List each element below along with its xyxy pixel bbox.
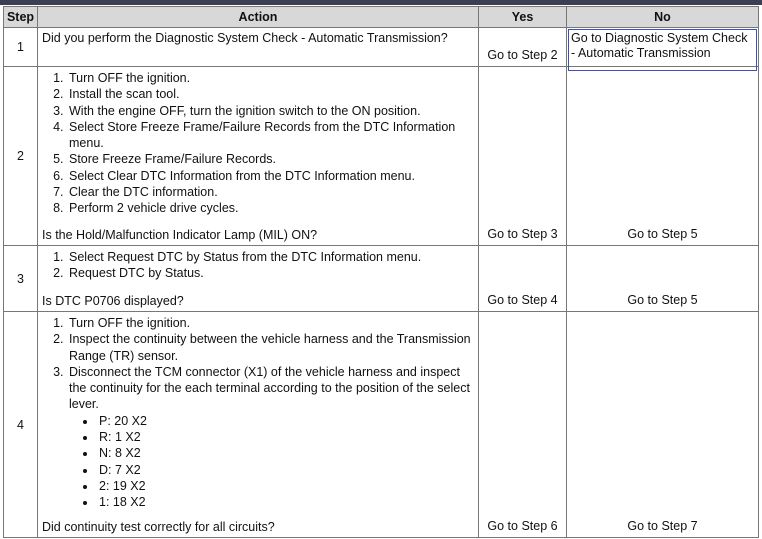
list-item: 1. Turn OFF the ignition. (67, 70, 474, 86)
action-cell (38, 28, 479, 67)
yes-cell (479, 312, 567, 538)
yes-cell (479, 67, 567, 246)
list-item: 3. With the engine OFF, turn the ignition switch to the ON position. (67, 103, 474, 119)
step-number: 1 (4, 28, 38, 67)
no-cell (567, 246, 759, 312)
procedure-list (42, 249, 474, 282)
step-number: 2 (4, 67, 38, 246)
table-row-step-2 (4, 67, 759, 246)
yes-cell (479, 246, 567, 312)
table-row-step-3 (4, 246, 759, 312)
terminal-list (69, 413, 474, 511)
yes-link[interactable]: Go to Step 4 (487, 293, 558, 307)
list-item: 2. Install the scan tool. (67, 86, 474, 102)
list-item: 7. Clear the DTC information. (67, 184, 474, 200)
step-question: Is DTC P0706 displayed? (42, 294, 184, 308)
procedure-list (42, 315, 474, 511)
action-cell (38, 246, 479, 312)
header-step: Step (4, 7, 38, 28)
header-action: Action (38, 7, 479, 28)
table-row-step-1 (4, 28, 759, 67)
list-item-text: Disconnect the TCM connector (X1) of the vehicle harness and inspect the continuity for the each terminal according to the position of the select lever. (69, 364, 470, 412)
no-link[interactable]: Go to Step 5 (627, 293, 698, 307)
top-border-bar (0, 0, 762, 5)
table-row-step-4 (4, 312, 759, 538)
list-item: 2. Request DTC by Status. (67, 265, 474, 281)
terminal-item: • R: 1 X2 (97, 429, 474, 445)
action-cell (38, 312, 479, 538)
action-cell (38, 67, 479, 246)
terminal-item: • N: 8 X2 (97, 445, 474, 461)
yes-link[interactable]: Go to Step 6 (487, 519, 558, 533)
step-question: Did you perform the Diagnostic System Check - Automatic Transmission? (42, 31, 448, 45)
terminal-item: • 1: 18 X2 (97, 494, 474, 510)
no-link[interactable]: Go to Diagnostic System Check - Automatic Transmission (569, 30, 756, 70)
step-question: Is the Hold/Malfunction Indicator Lamp (MIL) ON? (42, 228, 318, 242)
procedure-list (42, 70, 474, 217)
step-number: 3 (4, 246, 38, 312)
no-link[interactable]: Go to Step 5 (627, 227, 698, 241)
no-cell (567, 28, 759, 67)
header-row (4, 7, 759, 28)
list-item: 4. Select Store Freeze Frame/Failure Records from the DTC Information menu. (67, 119, 474, 152)
terminal-item: • D: 7 X2 (97, 462, 474, 478)
step-question: Did continuity test correctly for all circuits? (42, 520, 275, 534)
header-no: No (567, 7, 759, 28)
yes-cell (479, 28, 567, 67)
terminal-item: • P: 20 X2 (97, 413, 474, 429)
yes-link[interactable]: Go to Step 3 (487, 227, 558, 241)
no-link[interactable]: Go to Step 7 (627, 519, 698, 533)
no-cell (567, 312, 759, 538)
list-item: 5. Store Freeze Frame/Failure Records. (67, 151, 474, 167)
header-yes: Yes (479, 7, 567, 28)
list-item: 1. Select Request DTC by Status from the DTC Information menu. (67, 249, 474, 265)
list-item: 1. Turn OFF the ignition. (67, 315, 474, 331)
list-item: 8. Perform 2 vehicle drive cycles. (67, 200, 474, 216)
terminal-item: • 2: 19 X2 (97, 478, 474, 494)
no-cell (567, 67, 759, 246)
yes-link[interactable]: Go to Step 2 (487, 48, 558, 62)
list-item (67, 364, 474, 511)
step-number: 4 (4, 312, 38, 538)
list-item: 6. Select Clear DTC Information from the DTC Information menu. (67, 168, 474, 184)
list-item: 2. Inspect the continuity between the vehicle harness and the Transmission Range (TR) sensor. (67, 331, 474, 364)
diagnostic-table (3, 6, 759, 538)
